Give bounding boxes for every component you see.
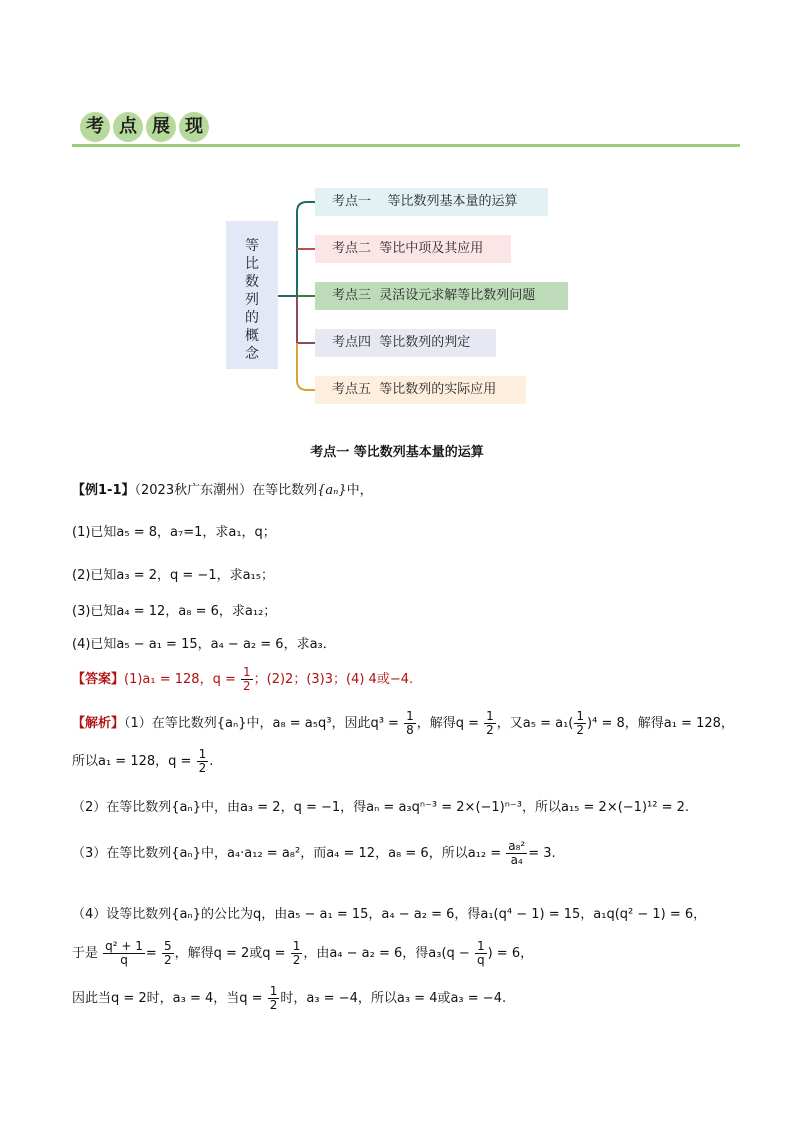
analysis-text: ，解得q = 2或q = bbox=[174, 946, 286, 961]
fraction-den: q bbox=[120, 953, 128, 967]
question-4: (4)已知a₅ − a₁ = 15，a₄ − a₂ = 6，求a₃． bbox=[72, 637, 336, 652]
fraction-num: 1 bbox=[406, 709, 414, 723]
fraction-num: 1 bbox=[198, 747, 207, 761]
fraction bbox=[475, 940, 487, 967]
root-char: 数 bbox=[245, 274, 259, 290]
fraction-den: 2 bbox=[269, 998, 278, 1012]
analysis-text: （1）在等比数列{aₙ}中，a₈ = a₅q³，因此q³ = bbox=[124, 716, 399, 731]
example-tag: 【例1-1】 bbox=[72, 483, 135, 498]
root-char: 列 bbox=[245, 292, 259, 308]
branch-topic-4: 考点四 等比数列的判定 bbox=[315, 329, 496, 357]
fraction-num: 1 bbox=[476, 939, 485, 953]
root-char: 概 bbox=[245, 328, 259, 344]
analysis-line-5: （4）设等比数列{aₙ}的公比为q，由a₅ − a₁ = 15，a₄ − a₂ = 6，得a₁(q⁴ − 1) = 15，a₁q(q² − 1) = 6， bbox=[72, 907, 707, 922]
analysis-text: = bbox=[145, 946, 157, 961]
header-char-2: 点 bbox=[113, 112, 143, 142]
fraction-den: 8 bbox=[406, 723, 414, 737]
fraction bbox=[197, 748, 209, 775]
fraction bbox=[291, 940, 303, 967]
fraction-num: q² + 1 bbox=[105, 939, 143, 953]
answer-part-a: (1)a₁ = 128，q = bbox=[124, 672, 236, 687]
branch-topic-1: 考点一 等比数列基本量的运算 bbox=[315, 188, 548, 216]
example-source: （2023秋广东潮州）在等比数列 bbox=[134, 483, 318, 498]
root-char: 等 bbox=[245, 238, 259, 254]
fraction bbox=[484, 710, 496, 737]
question-1: (1)已知a₅ = 8，a₇=1，求a₁，q； bbox=[72, 525, 276, 540]
fraction-num: 1 bbox=[292, 939, 301, 953]
analysis-line-1 bbox=[72, 710, 734, 737]
fraction bbox=[404, 710, 416, 737]
fraction-den: 2 bbox=[292, 953, 301, 967]
fraction bbox=[162, 940, 174, 967]
analysis-text: 因此当q = 2时，a₃ = 4，当q = bbox=[72, 991, 263, 1006]
root-char: 的 bbox=[245, 310, 259, 326]
analysis-text: = 3. bbox=[528, 846, 556, 861]
fraction-den: 2 bbox=[486, 723, 494, 737]
question-3: (3)已知a₄ = 12，a₈ = 6，求a₁₂； bbox=[72, 604, 277, 619]
answer-tag: 【答案】 bbox=[72, 672, 125, 687]
analysis-tag: 【解析】 bbox=[72, 716, 125, 731]
fraction-num: 1 bbox=[243, 665, 251, 679]
fraction-num: 1 bbox=[269, 984, 278, 998]
analysis-text: . bbox=[209, 754, 214, 769]
fraction bbox=[268, 985, 280, 1012]
fraction-den: q bbox=[476, 953, 485, 967]
example-heading bbox=[72, 479, 373, 498]
fraction-den: 2 bbox=[576, 723, 585, 737]
analysis-text: ，解得q = bbox=[416, 716, 480, 731]
branch-topic-5: 考点五 等比数列的实际应用 bbox=[315, 376, 526, 404]
analysis-line-7 bbox=[72, 985, 506, 1012]
analysis-text: ，又a₅ = a₁( bbox=[496, 716, 574, 731]
analysis-line-4 bbox=[72, 840, 556, 867]
fraction bbox=[241, 666, 253, 693]
root-char: 念 bbox=[245, 346, 259, 362]
analysis-text: ，由a₄ − a₂ = 6，得a₃(q − bbox=[303, 946, 470, 961]
header-char-1: 考 bbox=[80, 112, 110, 142]
root-char: 比 bbox=[245, 256, 259, 272]
fraction-num: a₈² bbox=[508, 839, 526, 853]
fraction-num: 5 bbox=[163, 939, 172, 953]
sequence-symbol: {aₙ} bbox=[317, 483, 347, 498]
analysis-line-2 bbox=[72, 748, 213, 775]
fraction-den: a₄ bbox=[510, 853, 523, 867]
header-char-3: 展 bbox=[146, 112, 176, 142]
fraction-den: 2 bbox=[198, 761, 207, 775]
answer-part-b: ；(2)2；(3)3；(4) 4或−4. bbox=[253, 672, 414, 687]
analysis-text: ) = 6， bbox=[487, 946, 534, 961]
section-title: 考点一 等比数列基本量的运算 bbox=[310, 445, 484, 460]
branch-topic-2: 考点二 等比中项及其应用 bbox=[315, 235, 511, 263]
fraction-den: 2 bbox=[163, 953, 172, 967]
fraction bbox=[574, 710, 586, 737]
fraction bbox=[506, 840, 527, 867]
fraction-num: 1 bbox=[486, 709, 494, 723]
fraction bbox=[103, 940, 145, 967]
analysis-text: 时，a₃ = −4，所以a₃ = 4或a₃ = −4. bbox=[280, 991, 507, 1006]
fraction-num: 1 bbox=[576, 709, 585, 723]
analysis-text: )⁴ = 8，解得a₁ = 128， bbox=[587, 716, 734, 731]
header-char-4: 现 bbox=[179, 112, 209, 142]
answer-line bbox=[72, 666, 413, 693]
branch-topic-3: 考点三 灵活设元求解等比数列问题 bbox=[315, 282, 568, 310]
analysis-text: 于是 bbox=[72, 946, 99, 961]
example-tail: 中， bbox=[346, 483, 373, 498]
analysis-line-6 bbox=[72, 940, 533, 967]
fraction-den: 2 bbox=[243, 679, 251, 693]
analysis-text: （3）在等比数列{aₙ}中，a₄·a₁₂ = a₈²，而a₄ = 12，a₈ = 6，所以a₁₂ = bbox=[72, 846, 502, 861]
question-2: (2)已知a₃ = 2，q = −1，求a₁₅； bbox=[72, 568, 274, 583]
analysis-line-3: （2）在等比数列{aₙ}中，由a₃ = 2，q = −1，得aₙ = a₃qⁿ⁻³ = 2×(−1)ⁿ⁻³，所以a₁₅ = 2×(−1)¹² = 2. bbox=[72, 800, 690, 815]
analysis-text: 所以a₁ = 128，q = bbox=[72, 754, 192, 769]
